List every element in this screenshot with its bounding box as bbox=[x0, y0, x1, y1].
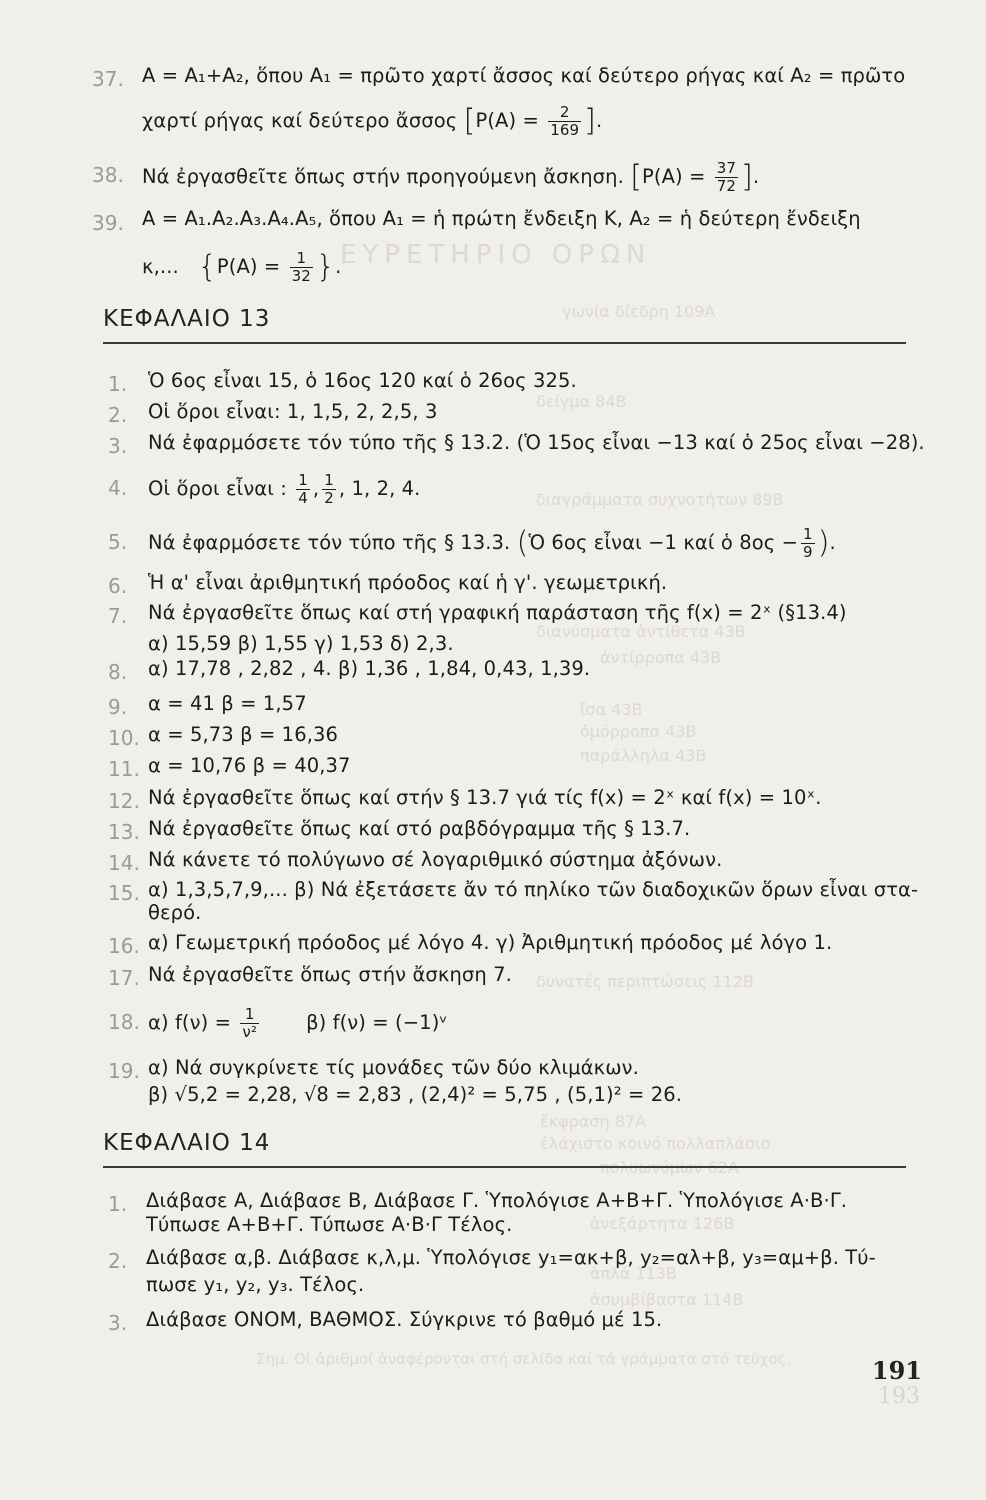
answer-text: α) Νά συγκρίνετε τίς μονάδες τῶν δύο κλιμάκων. bbox=[148, 1056, 639, 1079]
answer-37-text: χαρτί ρήγας καί δεύτερο ἄσσος bbox=[142, 109, 458, 132]
answer-row bbox=[148, 600, 847, 626]
fraction bbox=[801, 526, 815, 561]
answer-row bbox=[148, 930, 832, 956]
answer-text: Νά κάνετε τό πολύγωνο σέ λογαριθμικό σύστημα ἀξόνων. bbox=[148, 848, 723, 871]
answer-text: Νά ἐργασθεῖτε ὅπως καί στό ραβδόγραμμα τῆς § 13.7. bbox=[148, 817, 691, 840]
answer-text: Ὁ 6ος εἶναι 15, ὁ 16ος 120 καί ὁ 26ος 325. bbox=[148, 369, 577, 392]
denominator: 9 bbox=[803, 543, 813, 561]
answer-text: α) f(ν) = bbox=[148, 1011, 232, 1034]
fraction: $\frac{37}{72}$ bbox=[716, 159, 737, 195]
answer-tail: , 1, 2, 4. bbox=[338, 477, 421, 500]
item-number: 2. bbox=[108, 403, 128, 427]
answer-row bbox=[148, 816, 690, 842]
denominator: ν² bbox=[242, 1023, 257, 1041]
answer-continuation: θερό. bbox=[148, 901, 202, 924]
chapter-13-heading: ΚΕΦΑΛΑΙΟ 13 bbox=[103, 306, 271, 332]
answer-row: Διάβασε Α, Διάβασε Β, Διάβασε Γ. Ὑπολόγισε Α+Β+Γ. Ὑπολόγισε Α·Β·Γ. bbox=[146, 1189, 848, 1212]
item-number: 7. bbox=[108, 604, 128, 628]
answer-continuation: Τύπωσε Α+Β+Γ. Τύπωσε Α·Β·Γ Τέλος. bbox=[146, 1213, 513, 1236]
bleed-line: ἔκφραση 87Α bbox=[540, 1112, 647, 1131]
answer-row: Διάβασε ΟΝΟΜ, ΒΑΘΜΟΣ. Σύγκρινε τό βαθμό μέ 15. bbox=[146, 1308, 663, 1331]
answer-row bbox=[148, 962, 512, 988]
heading-rule bbox=[103, 342, 906, 344]
answer-row bbox=[148, 1055, 639, 1081]
item-number: 18. bbox=[108, 1010, 140, 1034]
item-number: 14. bbox=[108, 851, 140, 875]
bleed-line: ἴσα 43Β bbox=[580, 700, 643, 719]
answer-row bbox=[148, 1006, 448, 1041]
item-number: 5. bbox=[108, 530, 128, 554]
item-number: 3. bbox=[108, 434, 128, 458]
answer-text: Οἱ ὅροι εἶναι: 1, 1,5, 2, 2,5, 3 bbox=[148, 400, 438, 423]
bleed-title: ΕΥΡΕΤΗΡΙΟ ΟΡΩΝ bbox=[340, 240, 652, 270]
bleed-line: ὁμόρροπα 43Β bbox=[580, 722, 697, 741]
bleed-line: διαγράμματα συχνοτήτων 89Β bbox=[536, 490, 784, 509]
item-number: 2. bbox=[108, 1249, 128, 1273]
numerator: 1 bbox=[324, 471, 334, 489]
answer-text: α) 1,3,5,7,9,... β) Νά ἐξετάσετε ἄν τό πηλίκο τῶν διαδοχικῶν ὅρων εἶναι στα- bbox=[148, 878, 919, 901]
bleed-line: ἁπλά 113Β bbox=[590, 1264, 677, 1283]
bleed-line: διανύσματα ἀντίθετα 43Β bbox=[536, 622, 746, 641]
item-number: 12. bbox=[108, 789, 140, 813]
item-number: 6. bbox=[108, 574, 128, 598]
answer-continuation: α) 15,59 β) 1,55 γ) 1,53 δ) 2,3. bbox=[148, 632, 454, 655]
numerator: 1 bbox=[298, 471, 308, 489]
answer-37-line2: χαρτί ρήγας καί δεύτερο ἄσσος [P(A) = $\frac{2}{169}$ ]. bbox=[142, 103, 603, 139]
answer-text: α) 17,78 , 2,82 , 4. β) 1,36 , 1,84, 0,43, 1,39. bbox=[148, 657, 591, 680]
answer-text: α = 10,76 β = 40,37 bbox=[148, 754, 351, 777]
item-number: 8. bbox=[108, 660, 128, 684]
answer-row bbox=[148, 877, 918, 903]
p-label: P(A) = bbox=[475, 109, 539, 132]
answer-row bbox=[148, 430, 925, 456]
denominator: 4 bbox=[298, 489, 308, 507]
answer-row bbox=[148, 722, 338, 748]
item-number: 13. bbox=[108, 820, 140, 844]
fraction bbox=[296, 472, 310, 507]
answer-tail: β) f(ν) = (−1)ᵛ bbox=[306, 1011, 448, 1034]
fraction bbox=[322, 472, 336, 507]
answer-row bbox=[148, 691, 307, 717]
fraction bbox=[240, 1006, 259, 1041]
item-number: 3. bbox=[108, 1311, 128, 1335]
answer-text: Νά ἐφαρμόσετε τόν τύπο τῆς § 13.3. bbox=[148, 531, 511, 554]
answer-37-line1: A = A₁+A₂, ὅπου A₁ = πρῶτο χαρτί ἄσσος καί δεύτερο ρήγας καί A₂ = πρῶτο bbox=[142, 64, 906, 87]
ghost-page-number: 193 bbox=[878, 1384, 920, 1409]
answer-text: Οἱ ὅροι εἶναι : bbox=[148, 477, 287, 500]
bleed-line: δυνατές περιπτώσεις 112Β bbox=[536, 972, 754, 991]
item-number: 37. bbox=[92, 67, 124, 91]
answer-38: Νά ἐργασθεῖτε ὅπως στήν προηγούμενη ἄσκηση. [P(A) = $\frac{37}{72}$ ]. bbox=[142, 159, 760, 195]
answer-paren: Ὁ 6ος εἶναι −1 καί ὁ 8ος − bbox=[528, 531, 799, 554]
answer-text: Νά ἐφαρμόσετε τόν τύπο τῆς § 13.2. (Ὁ 15ος εἶναι −13 καί ὁ 25ος εἶναι −28). bbox=[148, 431, 925, 454]
answer-text: Νά ἐργασθεῖτε ὅπως στήν ἄσκηση 7. bbox=[148, 963, 512, 986]
page-number: 191 bbox=[871, 1356, 922, 1385]
item-number: 1. bbox=[108, 372, 128, 396]
numerator: 1 bbox=[803, 525, 813, 543]
answer-row bbox=[148, 399, 437, 425]
answer-row bbox=[148, 656, 590, 682]
numerator: 1 bbox=[240, 1006, 259, 1024]
item-number: 16. bbox=[108, 934, 140, 958]
bleed-line: ἀντίρροπα 43Β bbox=[600, 648, 722, 667]
answer-row bbox=[148, 368, 577, 394]
answer-row: Οἱ ὅροι εἶναι : $\frac{1}{4}$ , $\frac{1}{2}$ , 1, 2, 4. bbox=[148, 471, 421, 507]
fraction: $\frac{2}{169}$ bbox=[550, 103, 580, 139]
answer-text: α = 41 β = 1,57 bbox=[148, 692, 307, 715]
item-number: 11. bbox=[108, 757, 140, 781]
item-number: 1. bbox=[108, 1192, 128, 1216]
answer-row: Νά ἐφαρμόσετε τόν τύπο τῆς § 13.3. (Ὁ 6ος εἶναι −1 καί ὁ 8ος − $\frac{1}{9}$ ). bbox=[148, 525, 836, 561]
item-number: 19. bbox=[108, 1059, 140, 1083]
answer-39-line2: κ,... {P(A) = $\frac{1}{32}$ }. bbox=[142, 249, 342, 285]
denominator: 2 bbox=[324, 489, 334, 507]
heading-rule bbox=[103, 1166, 906, 1168]
item-number: 17. bbox=[108, 966, 140, 990]
answer-continuation: πωσε y₁, y₂, y₃. Τέλος. bbox=[146, 1273, 365, 1296]
answer-row bbox=[148, 847, 722, 873]
answer-row bbox=[148, 570, 667, 596]
answer-row: Διάβασε α,β. Διάβασε κ,λ,μ. Ὑπολόγισε y₁=ακ+β, y₂=αλ+β, y₃=αμ+β. Τύ- bbox=[146, 1246, 876, 1269]
bleed-line: γωνία δίεδρη 109Α bbox=[562, 302, 716, 321]
bleed-line: ἐλάχιστο κοινό πολλαπλάσιο bbox=[540, 1134, 771, 1153]
answer-row bbox=[148, 785, 822, 811]
item-number: 39. bbox=[92, 211, 124, 235]
bleed-line: παράλληλα 43Β bbox=[580, 746, 707, 765]
item-number: 4. bbox=[108, 476, 128, 500]
answer-text: Νά ἐργασθεῖτε ὅπως καί στήν § 13.7 γιά τίς f(x) = 2ˣ καί f(x) = 10ˣ. bbox=[148, 786, 822, 809]
bleed-line: δείγμα 84Β bbox=[536, 392, 627, 411]
bleed-line: Σημ. Οἱ ἀριθμοί ἀναφέρονται στή σελίδα καί τά γράμματα στό τεῦχος. bbox=[256, 1350, 792, 1368]
answer-39-line1: A = A₁.A₂.A₃.A₄.A₅, ὅπου A₁ = ἡ πρώτη ἔνδειξη Κ, A₂ = ἡ δεύτερη ἔνδειξη bbox=[142, 207, 861, 230]
answer-text: α) Γεωμετρική πρόοδος μέ λόγο 4. γ) Ἀριθμητική πρόοδος μέ λόγο 1. bbox=[148, 931, 833, 954]
answer-row bbox=[148, 753, 351, 779]
bleed-line: ἀσυμβίβαστα 114Β bbox=[590, 1290, 744, 1309]
answer-text: α = 5,73 β = 16,36 bbox=[148, 723, 339, 746]
fraction: $\frac{1}{32}$ bbox=[291, 249, 311, 285]
item-number: 15. bbox=[108, 881, 140, 905]
item-number: 10. bbox=[108, 726, 140, 750]
chapter-14-heading: ΚΕΦΑΛΑΙΟ 14 bbox=[103, 1130, 271, 1156]
answer-text: Νά ἐργασθεῖτε ὅπως καί στή γραφική παράσταση τῆς f(x) = 2ˣ (§13.4) bbox=[148, 601, 847, 624]
bleed-line: ἀνεξάρτητα 126Β bbox=[590, 1214, 735, 1233]
answer-continuation: β) √5,2 = 2,28, √8 = 2,83 , (2,4)² = 5,75 , (5,1)² = 26. bbox=[148, 1083, 683, 1106]
item-number: 9. bbox=[108, 695, 128, 719]
item-number: 38. bbox=[92, 163, 124, 187]
answer-text: Ἡ α' εἶναι ἀριθμητική πρόοδος καί ἡ γ'. γεωμετρική. bbox=[148, 571, 668, 594]
